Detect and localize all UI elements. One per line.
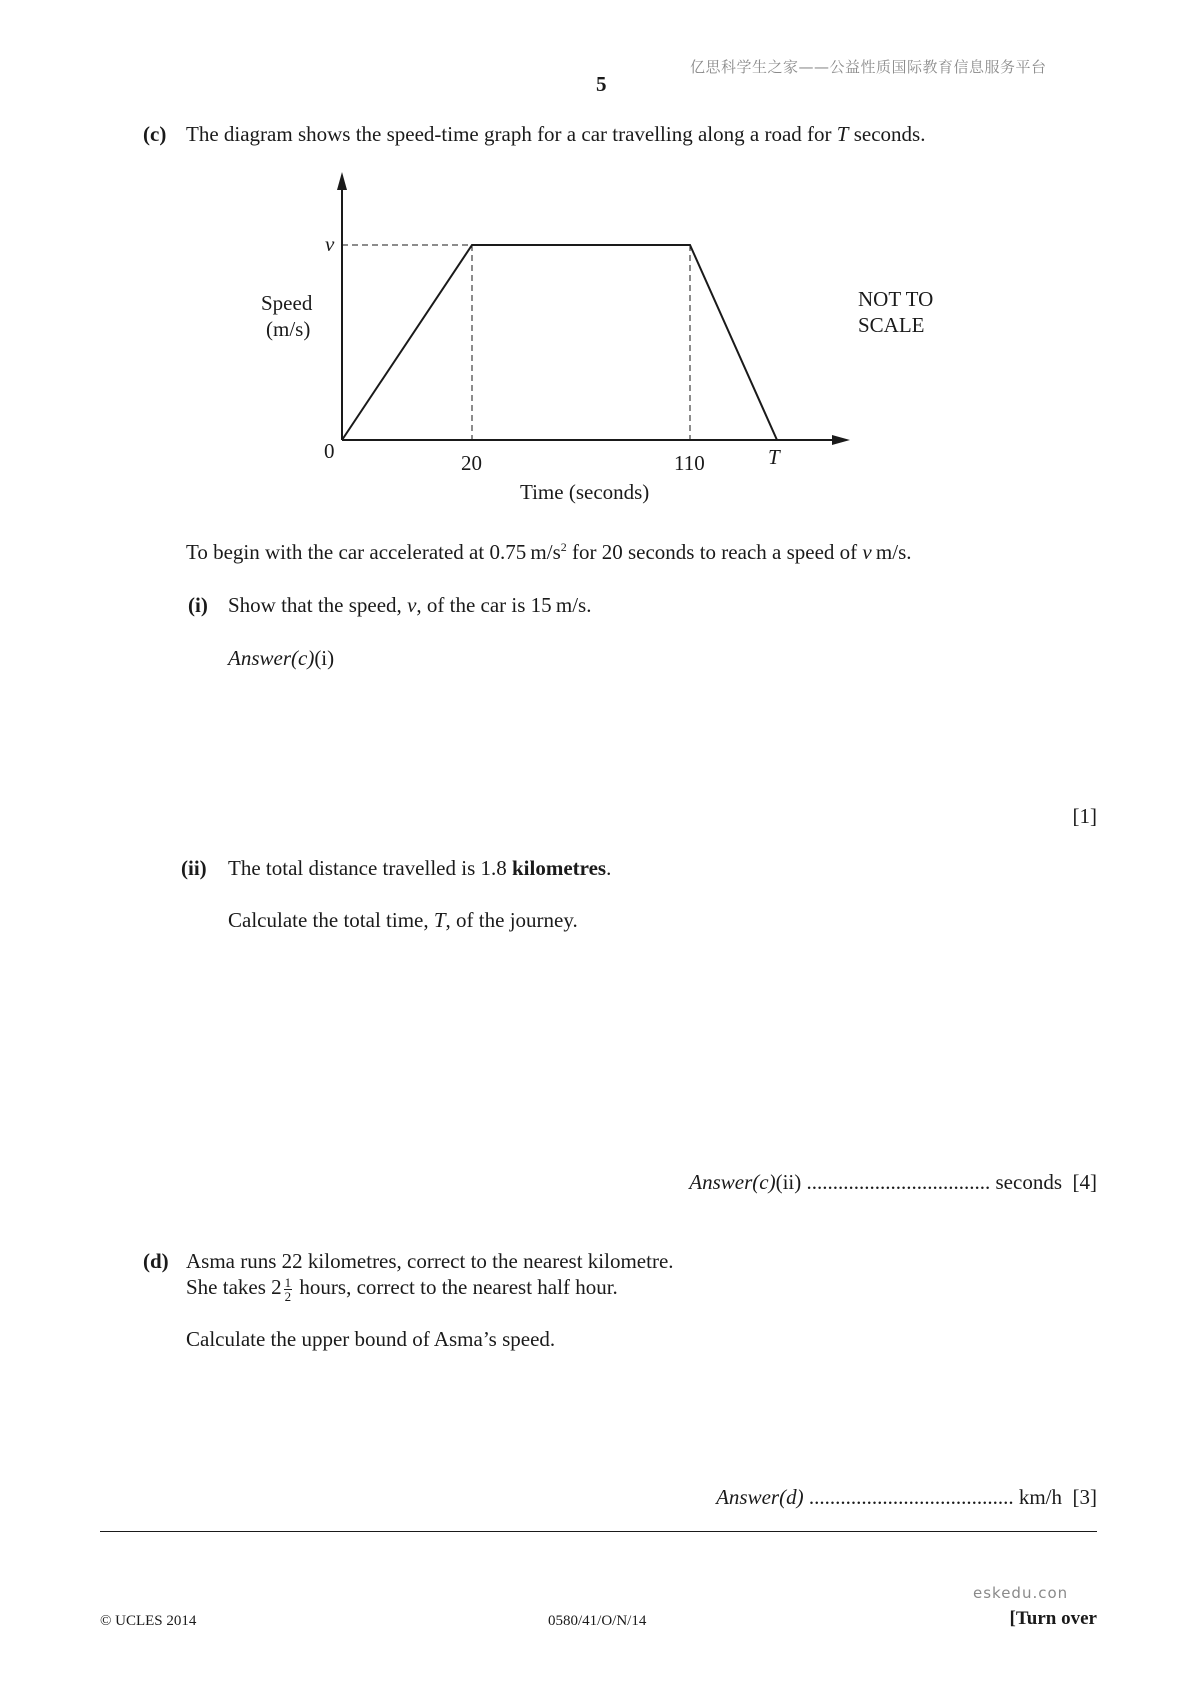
origin-label: 0 [324, 439, 335, 463]
part-d-line2: She takes 2 $\frac{1}{2}$ hours, correct to the nearest half hour. [186, 1274, 618, 1304]
y-axis-arrowhead [337, 172, 347, 190]
answer-d-blank[interactable]: ....................................... [808, 1485, 1014, 1509]
speed-line [342, 245, 777, 440]
marks-c-i: [1] [1072, 804, 1097, 828]
paper-code: 0580/41/O/N/14 [548, 1613, 647, 1629]
x-axis-arrowhead [832, 435, 850, 445]
speed-time-graph [0, 0, 1190, 520]
y-axis-label-speed: Speed [261, 291, 313, 315]
part-c-ii-question: Calculate the total time, T, of the journey. [228, 908, 578, 932]
part-d-question: Calculate the upper bound of Asma’s speed. [186, 1327, 556, 1351]
answer-c-ii-blank[interactable]: ................................... [806, 1170, 991, 1194]
x-tick-T: T [768, 445, 780, 469]
part-d-line1: Asma runs 22 kilometres, correct to the nearest kilometre. [186, 1249, 674, 1273]
part-c-ii-statement: The total distance travelled is 1.8 kilometres. [228, 856, 612, 880]
page-number: 5 [596, 72, 607, 96]
part-c-i-label: (i) [188, 593, 208, 617]
part-c-intro: The diagram shows the speed-time graph for a car travelling along a road for T seconds. [186, 122, 926, 146]
part-c-ii-label: (ii) [181, 856, 207, 880]
answer-d-line: Answer(d) ....................................... km/h [3] [716, 1485, 1097, 1509]
v-tick-label: v [325, 232, 335, 256]
answer-c-ii-line: Answer(c)(ii) ................................... seconds [4] [689, 1170, 1097, 1194]
watermark-bottom: eskedu.con [973, 1584, 1069, 1602]
fraction-one-half: $\frac{1}{2}$ [284, 1274, 292, 1304]
marks-d: [3] [1072, 1485, 1097, 1509]
marks-c-ii: [4] [1072, 1170, 1097, 1194]
watermark-top: 亿思科学生之家——公益性质国际教育信息服务平台 [690, 58, 1047, 76]
copyright: © UCLES 2014 [100, 1613, 197, 1629]
not-to-scale-line1: NOT TO [858, 287, 934, 311]
footer-rule [100, 1531, 1097, 1532]
x-tick-20: 20 [461, 451, 482, 475]
part-c-i-question: Show that the speed, v, of the car is 15 m/s. [228, 593, 592, 617]
turn-over: [Turn over [1009, 1608, 1097, 1629]
acceleration-sentence: To begin with the car accelerated at 0.75 $m/s^2$ for 20 seconds to reach a speed of v m/s. [186, 540, 912, 564]
part-c-label: (c) [143, 122, 167, 146]
answer-c-i-label: Answer(c)(i) [228, 646, 335, 670]
part-d-label: (d) [143, 1249, 169, 1273]
x-axis-label: Time (seconds) [520, 480, 650, 504]
y-axis-label-unit: (m/s) [266, 317, 311, 341]
x-tick-110: 110 [674, 451, 705, 475]
not-to-scale-line2: SCALE [858, 313, 925, 337]
